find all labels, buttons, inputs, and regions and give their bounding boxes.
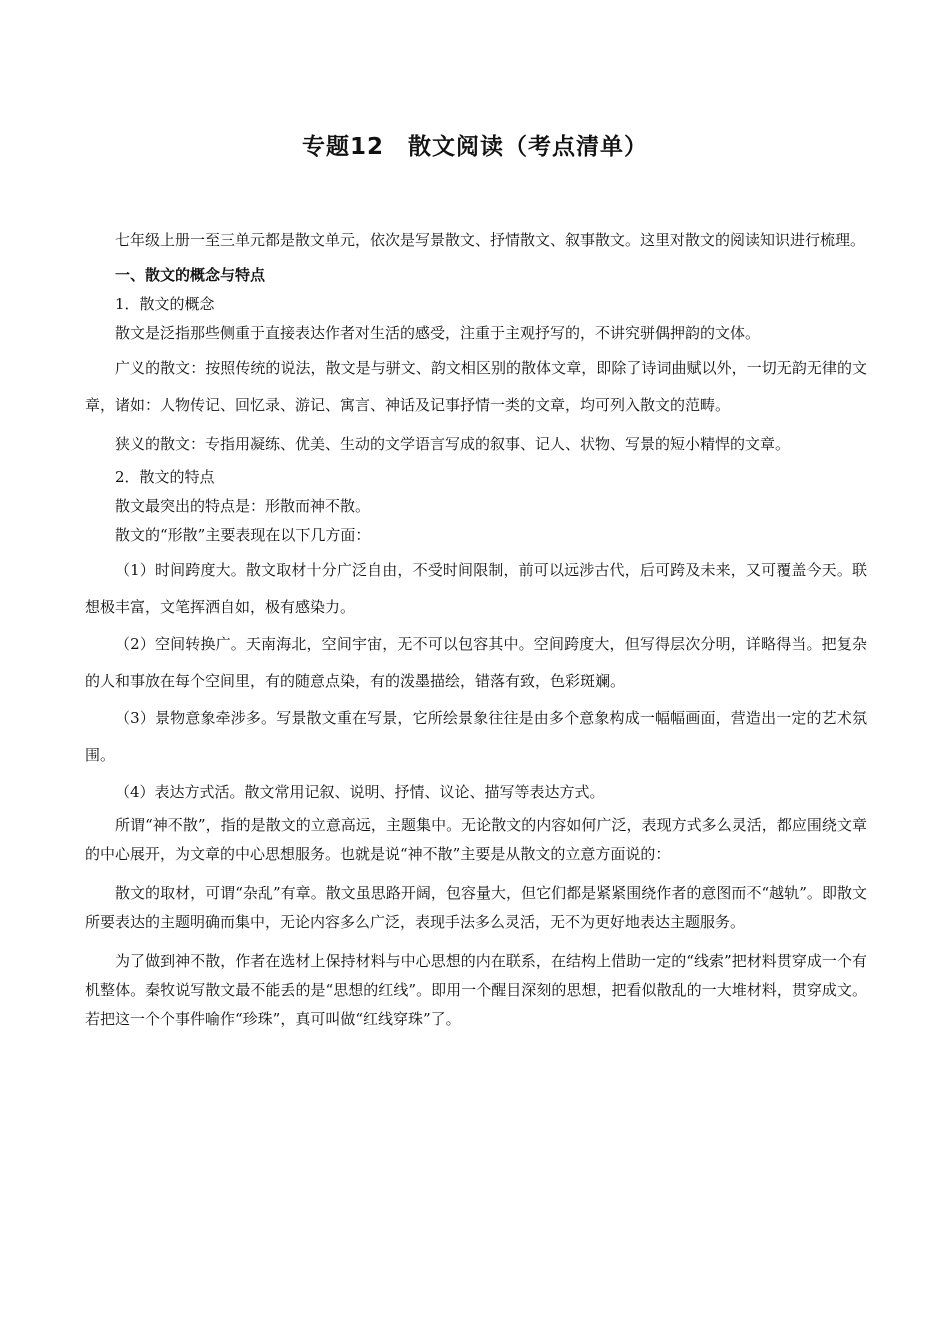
list-item: （4）表达方式活。散文常用记叙、说明、抒情、议论、描写等表达方式。 — [115, 783, 605, 801]
list-item: （3）景物意象牵涉多。写景散文重在写景，它所绘景象往往是由多个意象构成一幅幅画面，营造出一定的艺术氛围。 — [85, 709, 867, 764]
subheading-concept: 1．散文的概念 — [115, 295, 215, 313]
narrow-sense-paragraph: 狭义的散文：专指用凝练、优美、生动的文学语言写成的叙事、记人、状物、写景的短小精悍的文章。 — [115, 435, 791, 453]
broad-sense-paragraph: 广义的散文：按照传统的说法，散文是与骈文、韵文相区别的散体文章，即除了诗词曲赋以外，一切无韵无律的文章，诸如：人物传记、回忆录、游记、寓言、神话及记事抒情一类的文章，均可列入散文的范畴。 — [85, 359, 867, 414]
xingsan-paragraph: 散文的“形散”主要表现在以下几方面： — [115, 526, 371, 544]
feature-paragraph: 散文最突出的特点是：形散而神不散。 — [115, 497, 371, 515]
document-body — [85, 222, 867, 1034]
page-title: 专题12 散文阅读（考点清单） — [301, 134, 648, 160]
xiansuo-paragraph: 为了做到神不散，作者在选材上保持材料与中心思想的内在联系，在结构上借助一定的“线索”把材料贯穿成一个有机整体。秦牧说写散文最不能丢的是“思想的红线”。即用一个醒目深刻的思想，把看似散乱的一大堆材料，贯穿成文。若把这一个个事件喻作“珍珠”，真可叫做“红线穿珠”了。 — [85, 952, 867, 1028]
subheading-features: 2．散文的特点 — [115, 468, 215, 486]
list-item: （2）空间转换广。天南海北，空间宇宙，无不可以包容其中。空间跨度大，但写得层次分明，详略得当。把复杂的人和事放在每个空间里，有的随意点染，有的泼墨描绘，错落有致，色彩斑斓。 — [85, 635, 867, 690]
shenbusan-paragraph: 所谓“神不散”，指的是散文的立意高远，主题集中。无论散文的内容如何广泛，表现方式多么灵活，都应围绕文章的中心展开，为文章的中心思想服务。也就是说“神不散”主要是从散文的立意方面说的： — [85, 816, 867, 863]
list-item: （1）时间跨度大。散文取材十分广泛自由，不受时间限制，前可以远涉古代，后可跨及未来，又可覆盖今天。联想极丰富，文笔挥洒自如，极有感染力。 — [85, 561, 867, 616]
intro-paragraph: 七年级上册一至三单元都是散文单元，依次是写景散文、抒情散文、叙事散文。这里对散文的阅读知识进行梳理。 — [115, 231, 866, 249]
qucai-paragraph: 散文的取材，可谓“杂乱”有章。散文虽思路开阔，包容量大，但它们都是紧紧围绕作者的意图而不“越轨”。即散文所要表达的主题明确而集中，无论内容多么广泛，表现手法多么灵活，无不为更好地表达主题服务。 — [85, 884, 867, 931]
definition-paragraph: 散文是泛指那些侧重于直接表达作者对生活的感受，注重于主观抒写的，不讲究骈偶押韵的文体。 — [115, 324, 761, 342]
section-heading: 一、散文的概念与特点 — [115, 266, 266, 284]
